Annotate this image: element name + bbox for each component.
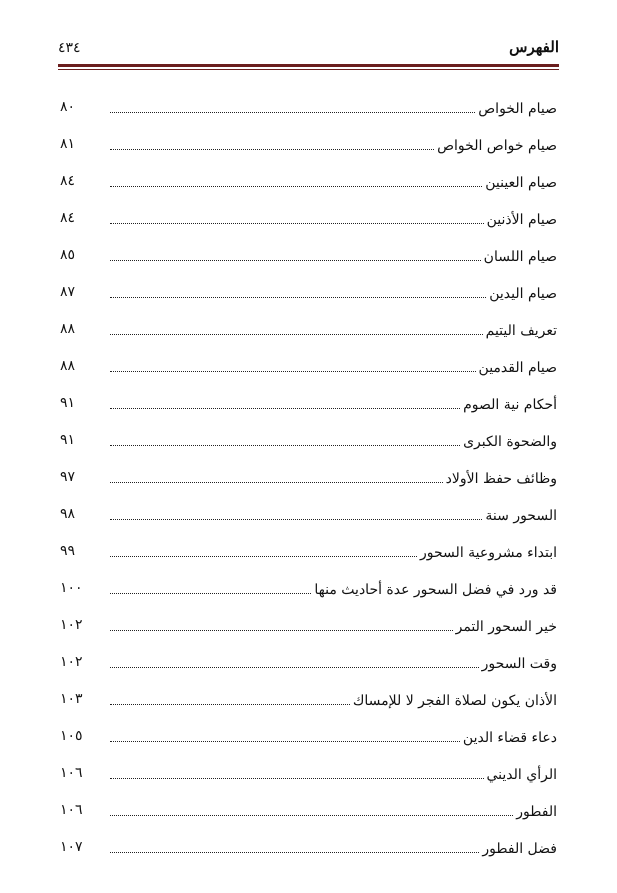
toc-entry-title: قد ورد في فضل السحور عدة أحاديث منها	[314, 581, 557, 598]
dot-leader	[110, 260, 481, 261]
toc-entry	[58, 571, 557, 608]
dot-leader	[110, 741, 460, 742]
toc-entry	[58, 460, 557, 497]
toc-entry-title: وقت السحور	[481, 655, 557, 672]
dot-leader	[110, 149, 434, 150]
toc-entry-title: صيام الأذنين	[486, 211, 557, 228]
toc-entry-title: الأذان يكون لصلاة الفجر لا للإمساك	[352, 692, 557, 709]
toc-entry-page: ٨٧	[60, 284, 76, 300]
toc-entry-page: ٩١	[60, 432, 76, 448]
dot-leader	[110, 778, 484, 779]
dot-leader	[110, 852, 479, 853]
dot-leader	[110, 445, 460, 446]
toc-entry-page: ١٠٦	[60, 765, 83, 781]
toc-entry	[58, 349, 557, 386]
toc-entry-title: السحور سنة	[485, 507, 557, 524]
page-header	[58, 38, 559, 60]
toc-entry	[58, 793, 557, 830]
toc-entry-page: ١٠٣	[60, 691, 83, 707]
toc-entry	[58, 127, 557, 164]
toc-entry-page: ٨٤	[60, 210, 76, 226]
toc-entry-title: الرأي الديني	[486, 766, 557, 783]
toc-entry-title: خير السحور التمر	[455, 618, 557, 635]
toc-entry	[58, 386, 557, 423]
toc-entry	[58, 534, 557, 571]
toc-entry	[58, 312, 557, 349]
toc-entry-title: وظائف حفظ الأولاد	[445, 470, 557, 487]
table-of-contents	[58, 90, 557, 867]
dot-leader	[110, 519, 482, 520]
toc-entry-title: أحكام نية الصوم	[463, 396, 557, 413]
dot-leader	[110, 704, 350, 705]
toc-entry-page: ٨٠	[60, 99, 76, 115]
toc-entry-page: ٨٤	[60, 173, 76, 189]
toc-entry-page: ٨٨	[60, 358, 76, 374]
dot-leader	[110, 630, 453, 631]
toc-entry	[58, 201, 557, 238]
toc-entry	[58, 756, 557, 793]
dot-leader	[110, 815, 513, 816]
dot-leader	[110, 556, 417, 557]
toc-entry	[58, 164, 557, 201]
toc-entry-title: الفطور	[516, 803, 557, 820]
toc-entry	[58, 238, 557, 275]
header-rule-thick	[58, 64, 559, 67]
toc-entry	[58, 423, 557, 460]
toc-entry-title: والضحوة الكبرى	[463, 433, 557, 450]
toc-entry-page: ٩٨	[60, 506, 76, 522]
dot-leader	[110, 593, 311, 594]
toc-entry	[58, 90, 557, 127]
dot-leader	[110, 371, 476, 372]
toc-entry-title: صيام القدمين	[478, 359, 557, 376]
toc-entry-title: صيام اليدين	[489, 285, 557, 302]
header-title: الفهرس	[509, 38, 559, 56]
toc-entry	[58, 275, 557, 312]
toc-entry-page: ١٠٠	[60, 580, 83, 596]
toc-entry-title: صيام اللسان	[483, 248, 557, 265]
toc-entry-title: فضل الفطور	[482, 840, 557, 857]
dot-leader	[110, 408, 460, 409]
toc-entry-title: صيام خواص الخواص	[437, 137, 557, 154]
toc-entry	[58, 719, 557, 756]
toc-entry	[58, 830, 557, 867]
toc-entry-page: ١٠٧	[60, 839, 83, 855]
toc-entry-title: دعاء قضاء الدين	[462, 729, 557, 746]
dot-leader	[110, 667, 479, 668]
toc-entry-title: صيام الخواص	[478, 100, 557, 117]
toc-entry-page: ٩١	[60, 395, 76, 411]
toc-entry-page: ١٠٢	[60, 654, 83, 670]
toc-entry	[58, 682, 557, 719]
dot-leader	[110, 186, 482, 187]
toc-entry-page: ٨٨	[60, 321, 76, 337]
dot-leader	[110, 482, 443, 483]
toc-entry-title: ابتداء مشروعية السحور	[420, 544, 557, 561]
toc-entry-page: ٩٧	[60, 469, 76, 485]
toc-entry-title: صيام العينين	[485, 174, 557, 191]
toc-entry	[58, 608, 557, 645]
dot-leader	[110, 297, 486, 298]
toc-entry-page: ٨١	[60, 136, 76, 152]
dot-leader	[110, 112, 475, 113]
toc-entry	[58, 645, 557, 682]
toc-entry-page: ٨٥	[60, 247, 76, 263]
toc-entry-page: ٩٩	[60, 543, 76, 559]
header-rule-thin	[58, 69, 559, 70]
toc-entry-page: ١٠٢	[60, 617, 83, 633]
toc-entry-title: تعريف اليتيم	[485, 322, 557, 339]
toc-entry	[58, 497, 557, 534]
toc-entry-page: ١٠٥	[60, 728, 83, 744]
dot-leader	[110, 334, 483, 335]
header-page-number: ٤٣٤	[58, 40, 81, 56]
dot-leader	[110, 223, 484, 224]
toc-entry-page: ١٠٦	[60, 802, 83, 818]
